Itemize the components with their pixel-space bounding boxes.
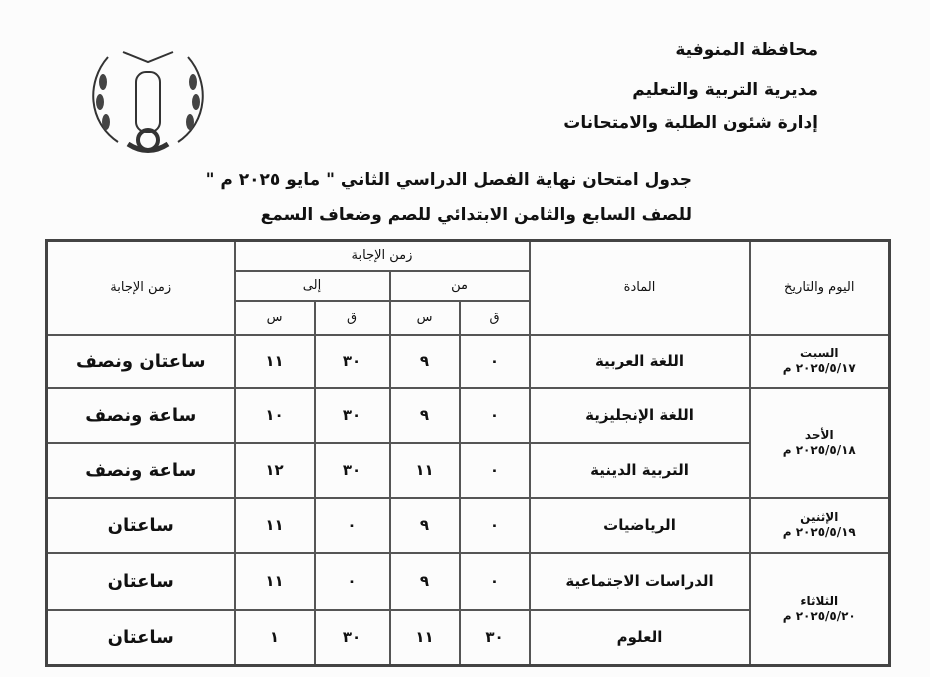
duration-cell: ساعة ونصف: [47, 388, 235, 443]
header-to-hour: س: [235, 301, 315, 335]
department-name: إدارة شئون الطلبة والامتحانات: [563, 113, 818, 133]
header-duration: زمن الإجابة: [47, 241, 235, 335]
subject-cell: الدراسات الاجتماعية: [530, 553, 750, 610]
from-minute-cell: ٠: [460, 443, 530, 498]
subject-cell: اللغة الإنجليزية: [530, 388, 750, 443]
to-minute-cell: ٣٠: [315, 335, 390, 388]
to-hour-cell: ١١: [235, 498, 315, 553]
to-minute-cell: ٣٠: [315, 388, 390, 443]
subject-cell: اللغة العربية: [530, 335, 750, 388]
day-date-cell: [750, 335, 890, 388]
from-minute-cell: ٠: [460, 498, 530, 553]
table-row: [47, 498, 890, 553]
day-name: السبت: [800, 346, 839, 360]
subject-cell: الرياضيات: [530, 498, 750, 553]
from-hour-cell: ٩: [390, 553, 460, 610]
header-to-minute: ق: [315, 301, 390, 335]
header-from: من: [390, 271, 530, 301]
day-date-cell: [750, 498, 890, 553]
governorate-name: محافظة المنوفية: [675, 40, 818, 60]
duration-cell: ساعتان: [47, 553, 235, 610]
exam-table: [45, 239, 891, 667]
header-subject: المادة: [530, 241, 750, 335]
to-hour-cell: ١٢: [235, 443, 315, 498]
to-minute-cell: ٠: [315, 498, 390, 553]
day-name: الإثنين: [800, 510, 839, 524]
from-minute-cell: ٠: [460, 553, 530, 610]
table-row: [47, 388, 890, 443]
table-row: [47, 553, 890, 610]
from-minute-cell: ٠: [460, 388, 530, 443]
from-hour-cell: ١١: [390, 443, 460, 498]
to-hour-cell: ١: [235, 610, 315, 666]
schedule-title: جدول امتحان نهاية الفصل الدراسي الثاني " مايو ٢٠٢٥ م ": [205, 170, 692, 190]
date: ٢٠٢٥/٥/٢٠ م: [782, 608, 856, 623]
subject-cell: العلوم: [530, 610, 750, 666]
to-hour-cell: ١١: [235, 553, 315, 610]
day-date-cell: [750, 388, 890, 498]
day-date-cell: [750, 553, 890, 666]
duration-cell: ساعتان: [47, 498, 235, 553]
table-row: [47, 335, 890, 388]
day-name: الثلاثاء: [800, 593, 839, 608]
to-hour-cell: ١٠: [235, 388, 315, 443]
header-answer-time: زمن الإجابة: [235, 241, 530, 271]
from-hour-cell: ٩: [390, 388, 460, 443]
duration-cell: ساعتان ونصف: [47, 335, 235, 388]
to-hour-cell: ١١: [235, 335, 315, 388]
schedule-subtitle: للصف السابع والثامن الابتدائي للصم وضعاف السمع: [260, 205, 692, 225]
to-minute-cell: ٠: [315, 553, 390, 610]
date: ٢٠٢٥/٥/١٧ م: [782, 361, 856, 375]
subject-cell: التربية الدينية: [530, 443, 750, 498]
header-to: إلى: [235, 271, 390, 301]
header-from-minute: ق: [460, 301, 530, 335]
directorate-name: مديرية التربية والتعليم: [632, 80, 818, 100]
duration-cell: ساعتان: [47, 610, 235, 666]
date: ٢٠٢٥/٥/١٨ م: [782, 442, 856, 457]
header-day-date: اليوم والتاريخ: [750, 241, 890, 335]
from-hour-cell: ٩: [390, 335, 460, 388]
date: ٢٠٢٥/٥/١٩ م: [782, 525, 856, 539]
ministry-emblem-logo: [78, 32, 218, 162]
to-minute-cell: ٣٠: [315, 443, 390, 498]
header-from-hour: س: [390, 301, 460, 335]
from-minute-cell: ٣٠: [460, 610, 530, 666]
from-hour-cell: ٩: [390, 498, 460, 553]
to-minute-cell: ٣٠: [315, 610, 390, 666]
from-hour-cell: ١١: [390, 610, 460, 666]
from-minute-cell: ٠: [460, 335, 530, 388]
duration-cell: ساعة ونصف: [47, 443, 235, 498]
day-name: الأحد: [804, 427, 834, 442]
